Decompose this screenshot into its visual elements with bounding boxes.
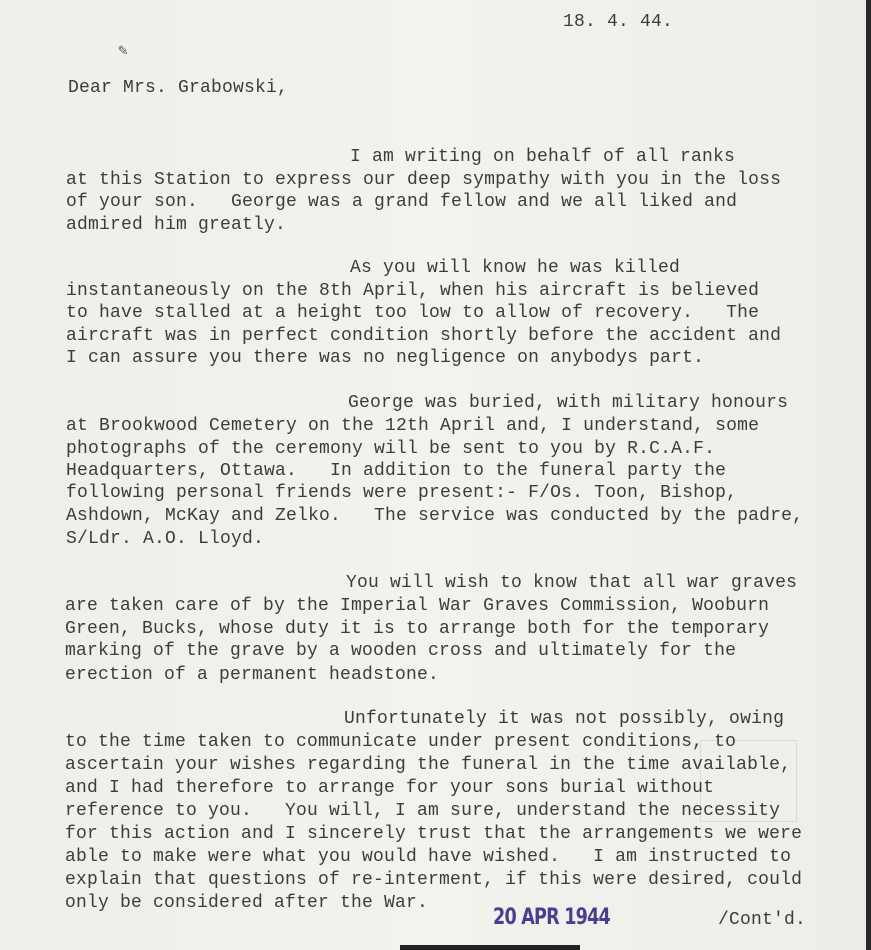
paragraph-5-line: Unfortunately it was not possibly, owing — [344, 709, 785, 729]
paragraph-4-line: You will wish to know that all war graves — [346, 573, 798, 593]
paragraph-5-line: and I had therefore to arrange for your sons burial without — [65, 778, 715, 798]
paragraph-3-line: George was buried, with military honours — [348, 393, 789, 413]
pen-mark: ✎ — [118, 42, 128, 60]
continued-note: /Cont'd. — [718, 910, 807, 930]
paragraph-4-line: marking of the grave by a wooden cross and ultimately for the — [65, 641, 737, 661]
paragraph-2-line: to have stalled at a height too low to allow of recovery. The — [66, 303, 760, 323]
paragraph-4-line: are taken care of by the Imperial War Graves Commission, Wooburn — [65, 596, 770, 616]
paragraph-1-line: I am writing on behalf of all ranks — [350, 147, 736, 167]
paragraph-3-line: S/Ldr. A.O. Lloyd. — [66, 529, 265, 549]
paragraph-4-line: erection of a permanent headstone. — [65, 665, 440, 685]
paragraph-5-line: ascertain your wishes regarding the funeral in the time available, — [65, 755, 792, 775]
paragraph-1-line: at this Station to express our deep sympathy with you in the loss — [66, 170, 782, 190]
paragraph-5-line: for this action and I sincerely trust that the arrangements we were — [65, 824, 803, 844]
paragraph-1-line: admired him greatly. — [66, 215, 287, 235]
paragraph-3-line: Ashdown, McKay and Zelko. The service was conducted by the padre, — [66, 506, 804, 526]
received-date-stamp: 20 APR 1944 — [493, 905, 611, 930]
scan-edge — [400, 945, 580, 950]
paragraph-2-line: As you will know he was killed — [350, 258, 681, 278]
paragraph-5-line: only be considered after the War. — [65, 893, 429, 913]
paragraph-3-line: following personal friends were present:- F/Os. Toon, Bishop, — [66, 483, 738, 503]
paragraph-2-line: instantaneously on the 8th April, when his aircraft is believed — [66, 281, 760, 301]
paragraph-5-line: able to make were what you would have wished. I am instructed to — [65, 847, 792, 867]
scan-border — [866, 0, 871, 950]
paragraph-3-line: photographs of the ceremony will be sent to you by R.C.A.F. — [66, 439, 716, 459]
paragraph-4-line: Green, Bucks, whose duty it is to arrange both for the temporary — [65, 619, 770, 639]
paragraph-1-line: of your son. George was a grand fellow and we all liked and — [66, 192, 738, 212]
paragraph-5-line: explain that questions of re-interment, if this were desired, could — [65, 870, 803, 890]
salutation: Dear Mrs. Grabowski, — [68, 78, 289, 98]
paragraph-5-line: to the time taken to communicate under present conditions, to — [65, 732, 737, 752]
paragraph-2-line: I can assure you there was no negligence on anybodys part. — [66, 348, 705, 368]
paragraph-3-line: at Brookwood Cemetery on the 12th April and, I understand, some — [66, 416, 760, 436]
paragraph-5-line: reference to you. You will, I am sure, understand the necessity — [65, 801, 781, 821]
paragraph-3-line: Headquarters, Ottawa. In addition to the funeral party the — [66, 461, 727, 481]
letter-date: 18. 4. 44. — [563, 12, 674, 32]
paragraph-2-line: aircraft was in perfect condition shortly before the accident and — [66, 326, 782, 346]
